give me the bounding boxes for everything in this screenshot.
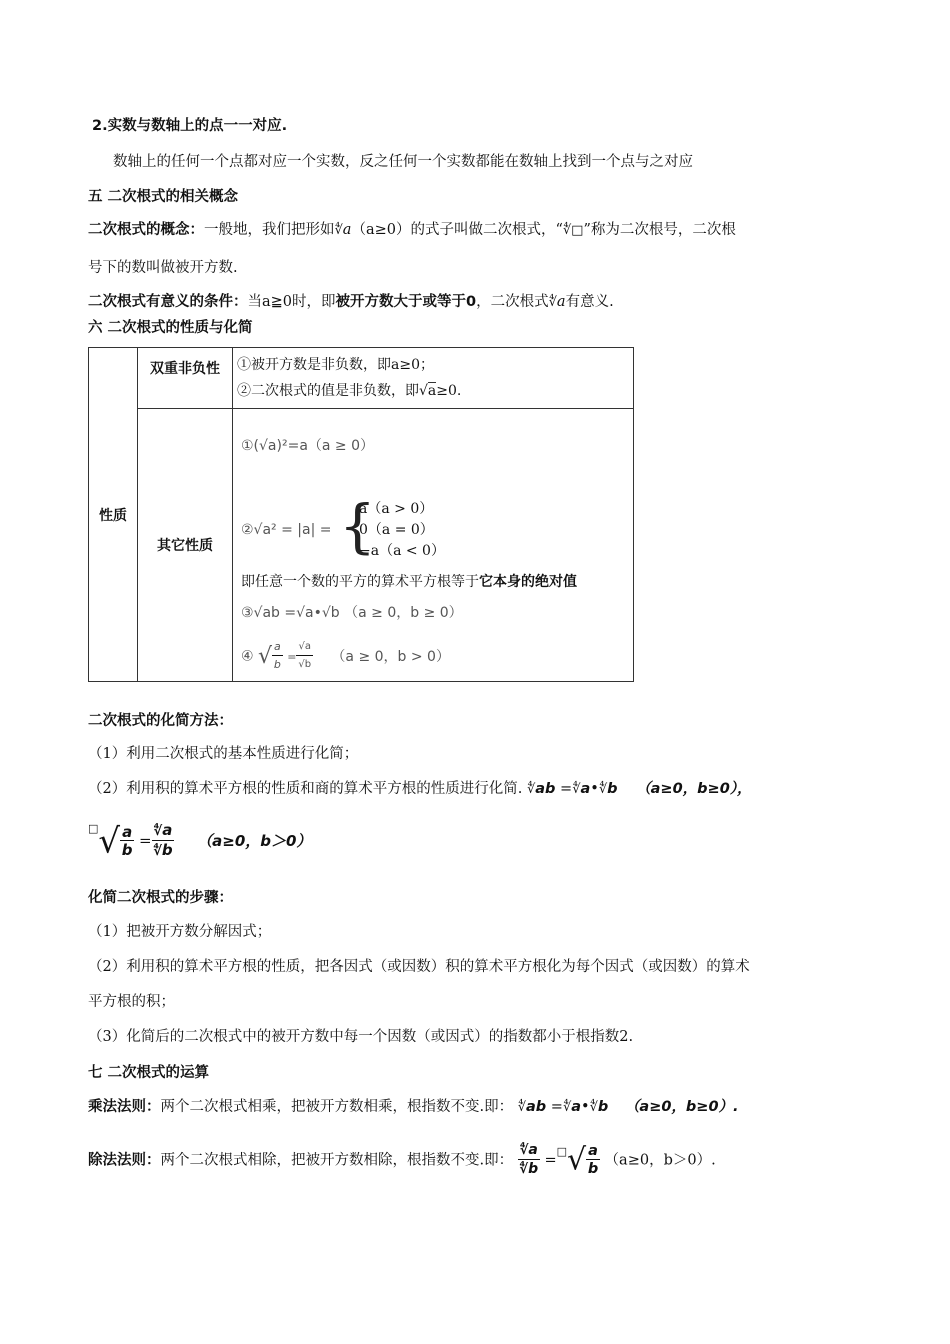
simplify-m2-cond: （a≥0，b≥0）， [636,781,752,797]
radical-icon: ∜ [572,782,581,797]
sqrt-frac-icon: √ [258,644,273,669]
prop2-cases [359,499,445,562]
prop4-num: ④ [241,648,254,665]
condition-text-a: 当a≧0时，即 [247,294,336,310]
sub-header-other: 其它性质 [138,409,233,682]
step1: （1）把被开方数分解因式； [88,924,272,940]
other-props-cell [233,409,634,682]
prop3: ③√ab =√a•√b （a ≥ 0，b ≥ 0） [241,605,463,621]
condition-label: 二次根式有意义的条件： [88,294,248,310]
simplify-m2: （2）利用积的算术平方根的性质和商的算术平方根的性质进行化简. ∜ab =∜a•∜b （a≥0，b≥0）， [88,781,752,797]
mul-label: 乘法法则： [88,1099,161,1115]
frac-a-b: $\frac{a}{b}$ [273,640,281,671]
section6-heading: 六 二次根式的性质与化简 [88,320,253,336]
concept-label: 二次根式的概念： [88,222,204,238]
properties-table [88,347,634,682]
radical-icon: ∜ [589,1100,598,1115]
div-text: 两个二次根式相除，把被开方数相除，根指数不变.即： [160,1152,514,1169]
steps-label: 化简二次根式的步骤： [88,890,233,906]
sqrt-a-icon: √a [419,383,437,399]
nonneg-cell [233,348,634,409]
step2b: 平方根的积； [88,994,175,1010]
prop4-cond: （a ≥ 0，b > 0） [331,648,450,665]
radicand-a: a [556,294,566,310]
brace-icon: { [339,492,376,560]
prop2-note [241,571,577,591]
concept-text-c: ”称为二次根号，二次根 [583,222,736,238]
mul-cond: （a≥0，b≥0）. [624,1099,739,1115]
prop4: ④ √ $\frac{a}{b}$ = $\frac{√a}{√b}$ （a ≥ 0，b > 0） [241,639,450,674]
nonneg-line2-text: ②二次根式的值是非负数，即 [237,383,419,399]
nonneg-line2 [237,378,629,404]
radical-icon: ∜ [562,1100,572,1115]
radical-icon: ∜ [598,782,608,797]
concept-text-b: （a≥0）的式子叫做二次根式，“ [351,222,563,238]
simplify-m2-text: （2）利用积的算术平方根的性质和商的算术平方根的性质进行化简. [88,781,523,797]
frac-a-b: $\frac{a}{b}$ [587,1143,599,1177]
mul-text: 两个二次根式相乘，把被开方数相乘，根指数不变.即： [160,1099,514,1115]
condition-text-bold: 被开方数大于或等于0 [335,294,477,310]
step3: （3）化简后的二次根式中的被开方数中每一个因数（或因式）的指数都小于根指数2. [88,1029,634,1045]
simplify-m3-cond: （a≥0，b＞0） [197,831,312,850]
div-label: 除法法则： [88,1152,161,1169]
div-rule: 除法法则：两个二次根式相除，把被开方数相除，根指数不变.即： $\frac{∜a}{∜b}$ =□√ $\frac{a}{b}$ （a≥0，b＞0）. [88,1142,716,1178]
case2: 0（a = 0） [359,522,434,538]
sub-header-nonneg: 双重非负性 [138,348,233,409]
simplify-label: 二次根式的化简方法： [88,713,233,729]
prop2-note-text: 即任意一个数的平方的算术平方根等于 [241,574,479,590]
case1: a（a > 0） [359,501,434,517]
nonneg-line2-tail: ≥0. [436,383,462,399]
section5-heading: 五 二次根式的相关概念 [88,189,239,205]
sqrt-icon: √ [567,1142,587,1178]
concept-text-a: 一般地，我们把形如 [204,222,335,238]
simplify-quotient-formula: □√ $\frac{a}{b}$ = $\frac{∜a}{∜b}$ （a≥0，b＞0） [88,821,312,862]
mul-rule: 乘法法则：两个二次根式相乘，把被开方数相乘，根指数不变.即： ∜ab =∜a•∜b （a≥0，b≥0）. [88,1099,739,1115]
row-header-properties: 性质 [89,348,138,682]
nonneg-line1: ①被开方数是非负数，即a≥0； [237,357,434,373]
item2-title: 2.实数与数轴上的点一一对应. [92,118,288,134]
radical-icon: ∜ [526,782,536,797]
case3: −a（a < 0） [359,543,445,559]
frac-radical-a-radical-b: $\frac{∜a}{∜b}$ [153,821,173,859]
div-cond: （a≥0，b＞0）. [604,1152,716,1169]
section7-heading: 七 二次根式的运算 [88,1065,210,1081]
radical-icon: ∜ [517,1100,527,1115]
radical-box-icon: ∜□ [562,223,584,238]
item2-desc: 数轴上的任何一个点都对应一个实数，反之任何一个实数都能在数轴上找到一个点与之对应 [113,154,693,170]
frac-sqrt-a-sqrt-b: $\frac{√a}{√b}$ [298,641,312,670]
concept-line2: 号下的数叫做被开方数. [88,260,238,276]
condition-line [88,292,614,313]
condition-text-c: 有意义. [565,294,614,310]
step2a: （2）利用积的算术平方根的性质，把各因式（或因数）积的算术平方根化为每个因式（或因数）的算术 [88,959,750,975]
concept-line1 [88,220,736,241]
prop1: ①(√a)²=a（a ≥ 0） [241,438,375,454]
radical-icon: ∜ [548,295,557,310]
sqrt-icon: √ [98,821,121,862]
frac-a-b: $\frac{a}{b}$ [121,823,133,859]
radical-icon: ∜ [334,223,343,238]
simplify-m1: （1）利用二次根式的基本性质进行化简； [88,746,359,762]
radicand-a: a [342,222,352,238]
condition-text-b: ，二次根式 [476,294,549,310]
prop2-note-bold: 它本身的绝对值 [479,574,577,590]
frac-radical-a-radical-b: $\frac{∜a}{∜b}$ [519,1142,539,1177]
prop2-lhs: ②√a² = |a| = [241,522,332,538]
